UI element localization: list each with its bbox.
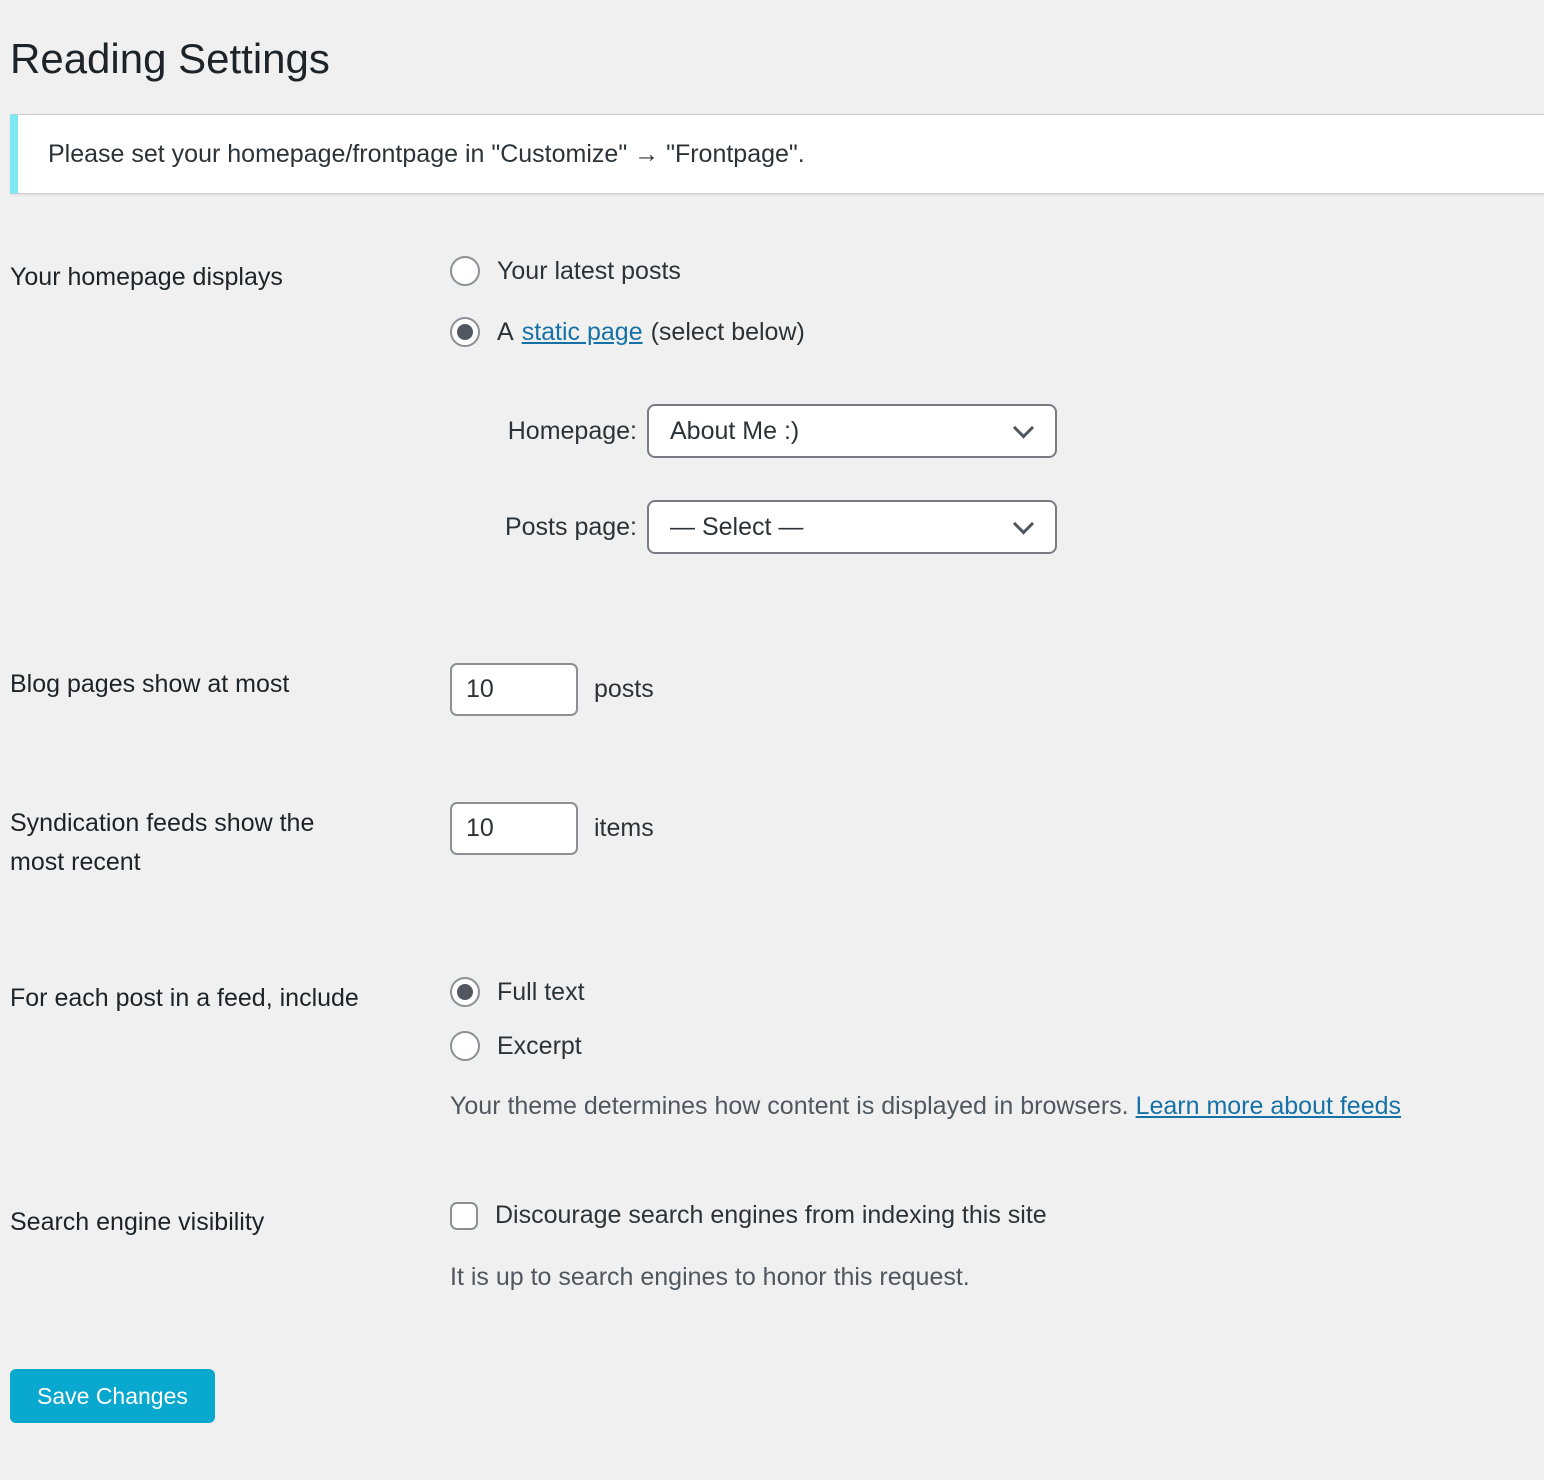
chevron-down-icon [1013,513,1034,534]
checkbox-label: Discourage search engines from indexing this site [495,1201,1047,1229]
blog-pages-unit: posts [594,675,654,703]
save-changes-button[interactable]: Save Changes [10,1369,215,1423]
syndication-input[interactable] [450,802,578,855]
discourage-indexing-checkbox[interactable] [450,1202,478,1230]
notice-text: Please set your homepage/frontpage in "Customize" → "Frontpage". [48,140,805,168]
static-page-link[interactable]: static page [521,317,643,346]
homepage-select-label: Homepage: [507,416,637,445]
blog-pages-input[interactable] [450,663,578,716]
search-visibility-label: Search engine visibility [10,1208,265,1236]
page-title: Reading Settings [10,35,330,82]
feed-help-text: Your theme determines how content is displayed in browsers. Learn more about feeds [450,1092,1402,1120]
row-syndication [10,802,1544,882]
option-label: Full text [497,977,585,1006]
option-full-text[interactable] [450,977,1544,1007]
posts-page-select[interactable] [647,500,1057,554]
radio-full-text[interactable] [450,977,480,1007]
option-static-page[interactable] [450,317,1544,347]
homepage-select-row [485,404,1544,458]
option-label-suffix: (select below) [650,317,805,346]
homepage-select[interactable] [647,404,1057,458]
radio-your-latest-posts[interactable] [450,256,480,286]
option-excerpt[interactable] [450,1031,1544,1061]
learn-more-feeds-link[interactable]: Learn more about feeds [1135,1092,1402,1120]
chevron-down-icon [1013,417,1034,438]
blog-pages-label: Blog pages show at most [10,670,290,698]
homepage-select-value: About Me :) [670,416,800,445]
feed-include-label: For each post in a feed, include [10,984,359,1012]
row-feed-include [10,977,1544,1121]
row-search-visibility [10,1201,1544,1292]
reading-settings-form [10,256,1544,1423]
posts-page-select-value: — Select — [670,512,804,541]
posts-page-select-label: Posts page: [504,512,637,541]
row-homepage-displays [10,256,1544,554]
option-label-prefix: A [497,317,514,346]
radio-excerpt[interactable] [450,1031,480,1061]
search-visibility-help: It is up to search engines to honor this request. [450,1263,970,1291]
option-your-latest-posts[interactable] [450,256,1544,286]
admin-notice [10,114,1544,194]
row-blog-pages [10,663,1544,716]
syndication-label: Syndication feeds show the most recent [10,809,315,876]
syndication-unit: items [594,814,654,842]
option-label: Your latest posts [497,256,681,285]
discourage-indexing-option[interactable] [450,1201,1544,1230]
radio-static-page[interactable] [450,317,480,347]
option-label: Excerpt [497,1031,582,1060]
homepage-displays-label: Your homepage displays [10,263,283,291]
posts-page-select-row [485,500,1544,554]
